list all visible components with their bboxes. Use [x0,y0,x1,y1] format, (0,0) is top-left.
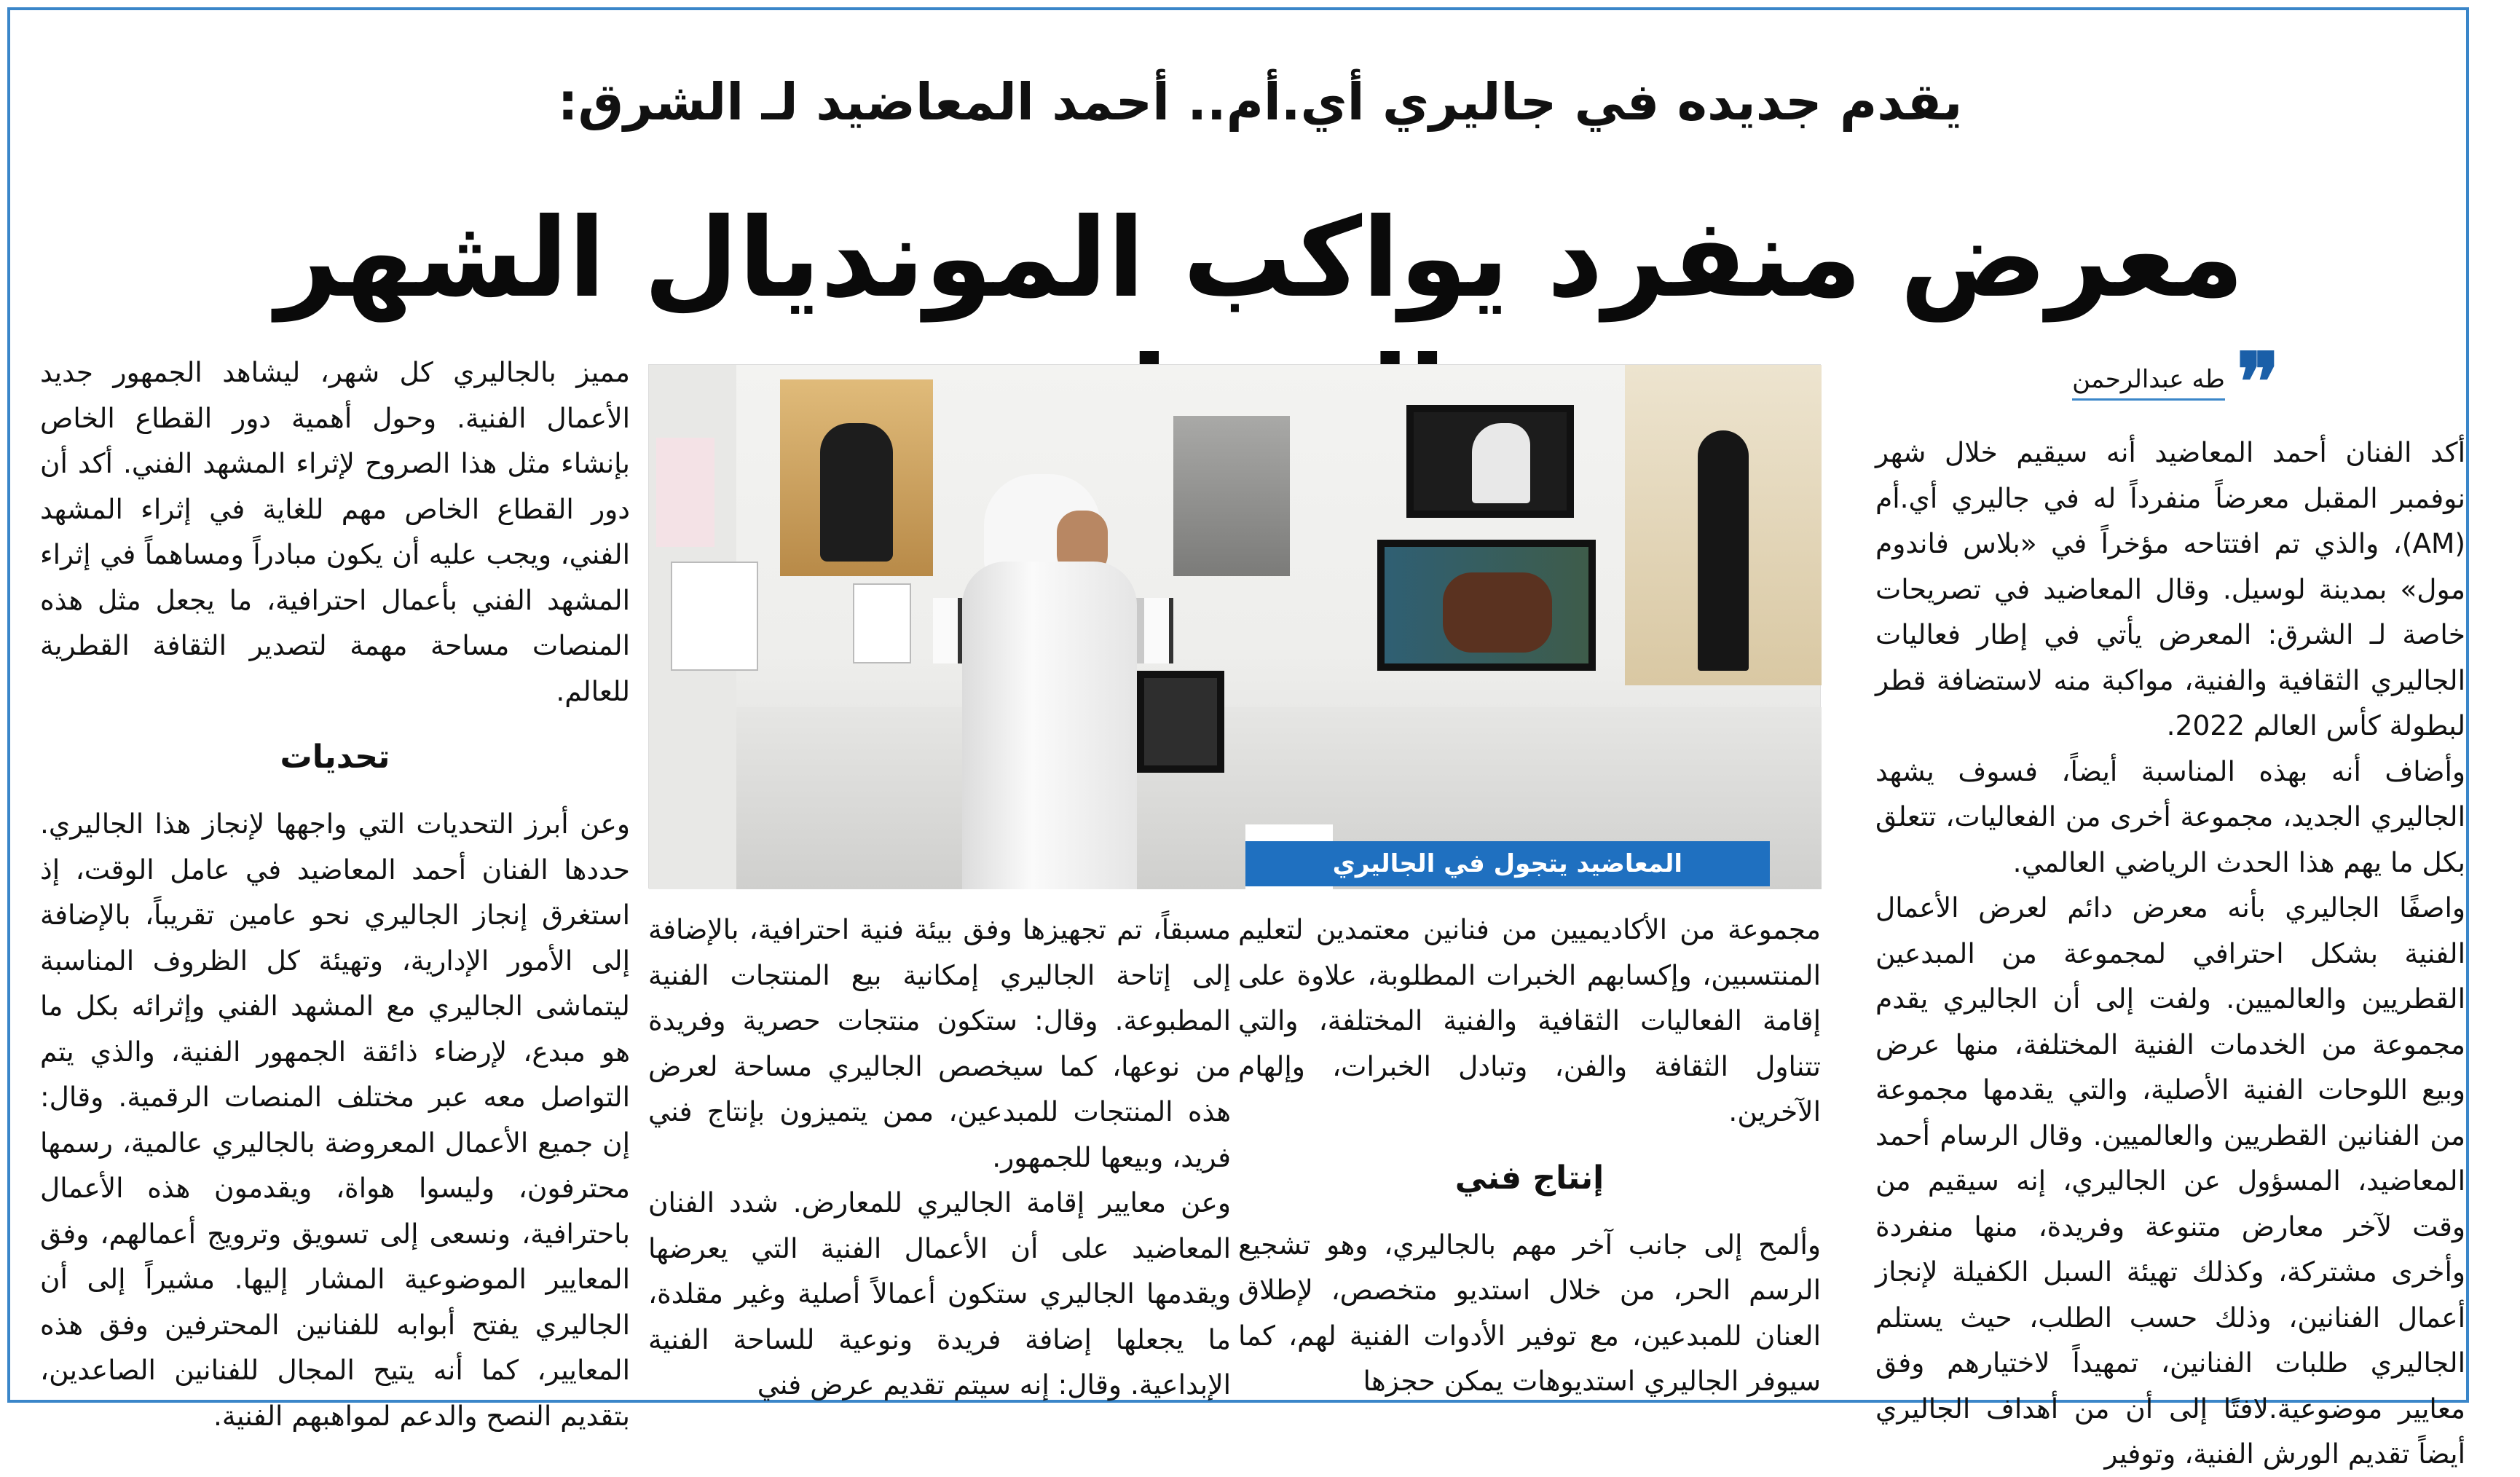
woman-figure [1698,430,1749,671]
column-right [1875,430,2465,1470]
sketch-painting [1173,416,1290,576]
paragraph: واصفًا الجاليري بأنه معرض دائم لعرض الأعمال الفنية بشكل احترافي لمجموعة من المبدعين القطريين والعالميين. ولفت إلى أن الجاليري يقدم مجموعة من الخدمات الفنية المختلفة، منها عرض وبيع اللوحات الفنية الأصلية، والتي يقدمها مجموعة من الفنانين القطريين والعالميين. وقال الرسام أحمد المعاضيد، المسؤول عن الجاليري، إنه سيقيم من وقت لآخر معارض متنوعة وفريدة، منها منفردة وأخرى مشتركة، وكذلك تهيئة السبل الكفيلة لإنجاز أعمال الفنانين، وذلك حسب الطلب، حيث يستلم الجاليري طلبات الفنانين، تمهيداً لاختيارهم وفق معايير موضوعية.لافتًا إلى أن من أهداف الجاليري أيضاً تقديم الورش الفنية، وتوفير [1875,891,2465,1470]
thobe [962,562,1137,889]
portrait-figure [820,423,893,562]
paragraph: وعن معايير إقامة الجاليري للمعارض. شدد الفنان المعاضيد على أن الأعمال الفنية التي يعرضها ويقدمها الجاليري ستكون أعمالاً أصلية وغير مقلدة، ما يجعلها إضافة فريدة ونوعية للساحة الفنية الإبداعية. وقال: إنه سيتم تقديم عرض فني [648,1186,1231,1401]
paragraph: مسبقاً، تم تجهيزها وفق بيئة فنية احترافية، بالإضافة إلى إتاحة الجاليري إمكانية بيع المنتجات الفنية المطبوعة. وقال: ستكون منتجات حصرية وفريدة من نوعها، كما سيخصص الجاليري مساحة لعرض هذه المنتجات للمبدعين، ممن يتميزون بإنتاج فني فريد، وبيعها للجمهور. [648,913,1231,1173]
easel-frame [1137,671,1224,773]
byline-name: طه عبدالرحمن [2072,365,2225,401]
small-frame [671,562,758,671]
flower-print [656,438,714,547]
small-frame [853,583,911,663]
horse-brown [1443,572,1552,653]
paragraph: أكد الفنان أحمد المعاضيد أنه سيقيم خلال شهر نوفمبر المقبل معرضاً منفرداً له في جاليري أي.أم (AM)، والذي تم افتتاحه مؤخراً في «بلاس فاندوم مول» بمدينة لوسيل. وقال المعاضيد في تصريحات خاصة لـ الشرق: المعرض يأتي في إطار فعاليات الجاليري الثقافية والفنية، مواكبة منه لاستضافة قطر لبطولة كأس العالم 2022. [1875,436,2465,741]
quote-icon: ❞ [2236,335,2280,429]
paragraph: وعن أبرز التحديات التي واجهها لإنجاز هذا الجاليري. حددها الفنان أحمد المعاضيد في عامل الوقت، إذ استغرق إنجاز الجاليري نحو عامين تقريباً، بالإضافة إلى الأمور الإدارية، وتهيئة كل الظروف المناسبة ليتماشى الجاليري مع المشهد الفني وإثرائه بكل ما هو مبدع، لإرضاء ذائقة الجمهور الفنية، والذي يتم التواصل معه عبر مختلف المنصات الرقمية. وقال: إن جميع الأعمال المعروضة بالجاليري عالمية، رسمها محترفون، وليسوا هواة، ويقدمون هذه الأعمال باحترافية، ونسعى إلى تسويق وترويج أعمالهم، وفق المعايير الموضوعية المشار إليها. مشيراً إلى أن الجاليري يفتح أبوابه للفنانين المحترفين وفق هذه المعايير، كما أنه يتيح المجال للفنانين الصاعدين، بتقديم النصح والدعم لمواهبهم الفنية. [40,808,630,1432]
horse-head [1472,423,1530,503]
subhead: إنتاج فني [1454,1159,1604,1197]
column-mid-right [1238,907,1821,1397]
gallery-photo [648,364,1821,889]
photo-caption: المعاضيد يتجول في الجاليري [1245,841,1770,886]
paragraph: وألمح إلى جانب آخر مهم بالجاليري، وهو تشجيع الرسم الحر، من خلال استديو متخصص، لإطلاق العنان للمبدعين، مع توفير الأدوات الفنية لهم، كما سيوفر الجاليري استديوهات يمكن حجزها [1238,1228,1821,1397]
paragraph: مميز بالجاليري كل شهر، ليشاهد الجمهور جديد الأعمال الفنية. وحول أهمية دور القطاع الخاص بإنشاء مثل هذا الصروح لإثراء المشهد الفني. أكد أن دور القطاع الخاص مهم للغاية في إثراء المشهد الفني، ويجب عليه أن يكون مبادراً ومساهماً في إثراء المشهد الفني بأعمال احترافية، ما يجعل مثل هذه المنصات مساحة مهمة لتصدير الثقافة القطرية للعالم. [40,356,630,707]
column-left [40,350,630,1432]
subhead: تحديات [280,738,390,776]
kicker: يقدم جديده في جاليري أي.أم.. أحمد المعاضيد لـ الشرق: [557,72,1963,132]
byline [1966,335,2280,429]
headline: معرض منفرد يواكب المونديال الشهر [275,195,2245,322]
paragraph: مجموعة من الأكاديميين من فنانين معتمدين لتعليم المنتسبين، وإكسابهم الخبرات المطلوبة، علاوة على إقامة الفعاليات الثقافية والفنية المختلفة، والتي تتناول الثقافة والفن، وتبادل الخبرات، وإلهام الآخرين. [1238,913,1821,1127]
column-mid-left [648,907,1231,1401]
paragraph: وأضاف أنه بهذه المناسبة أيضاً، فسوف يشهد الجاليري الجديد، مجموعة أخرى من الفعاليات، تتعلق بكل ما يهم هذا الحدث الرياضي العالمي. [1875,755,2465,878]
